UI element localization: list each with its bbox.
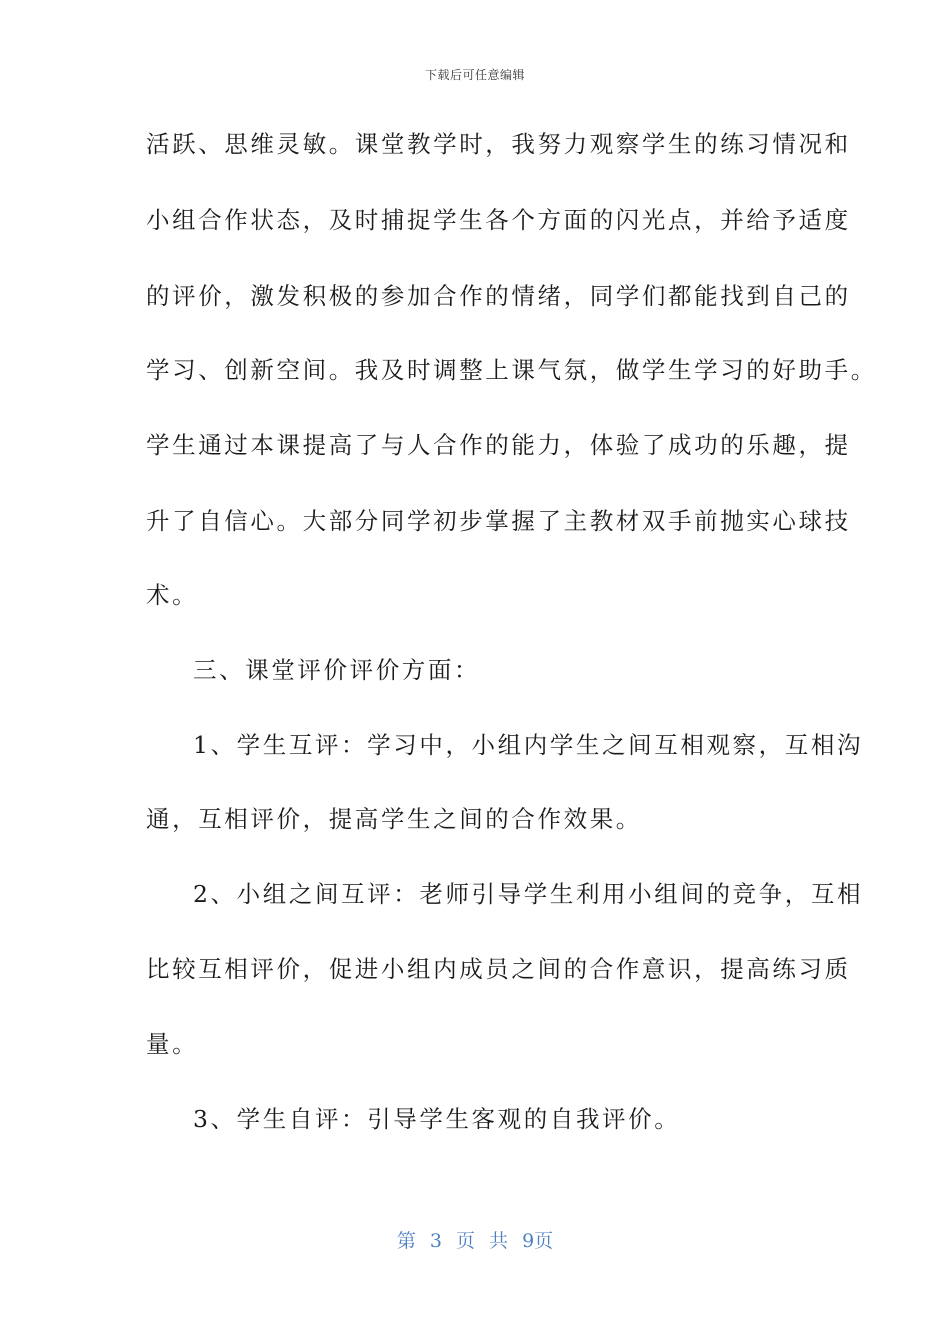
item-3-line-1: 3、学生自评：引导学生客观的自我评价。 <box>193 1105 681 1133</box>
section-heading: 三、课堂评价评价方面： <box>193 656 481 684</box>
body-line-4: 学习、创新空间。我及时调整上课气氛，做学生学习的好助手。 <box>146 356 877 384</box>
item-1-line-2: 通，互相评价，提高学生之间的合作效果。 <box>146 805 642 833</box>
body-line-3: 的评价，激发积极的参加合作的情绪，同学们都能找到自己的 <box>146 282 851 310</box>
item-2-line-3: 量。 <box>146 1030 199 1058</box>
body-line-6: 升了自信心。大部分同学初步掌握了主教材双手前抛实心球技 <box>146 507 851 535</box>
body-line-7: 术。 <box>146 581 199 609</box>
body-line-5: 学生通过本课提高了与人合作的能力，体验了成功的乐趣，提 <box>146 431 851 459</box>
body-line-1: 活跃、思维灵敏。课堂教学时，我努力观察学生的练习情况和 <box>146 130 851 158</box>
item-2-line-1: 2、小组之间互评：老师引导学生利用小组间的竞争，互相 <box>193 880 864 908</box>
page-number-footer: 第 3 页 共 9页 <box>396 1230 554 1252</box>
body-line-2: 小组合作状态，及时捕捉学生各个方面的闪光点，并给予适度 <box>146 206 851 234</box>
item-1-line-1: 1、学生互评：学习中，小组内学生之间互相观察，互相沟 <box>193 731 864 759</box>
item-2-line-2: 比较互相评价，促进小组内成员之间的合作意识，提高练习质 <box>146 955 851 983</box>
header-note: 下载后可任意编辑 <box>424 68 525 82</box>
